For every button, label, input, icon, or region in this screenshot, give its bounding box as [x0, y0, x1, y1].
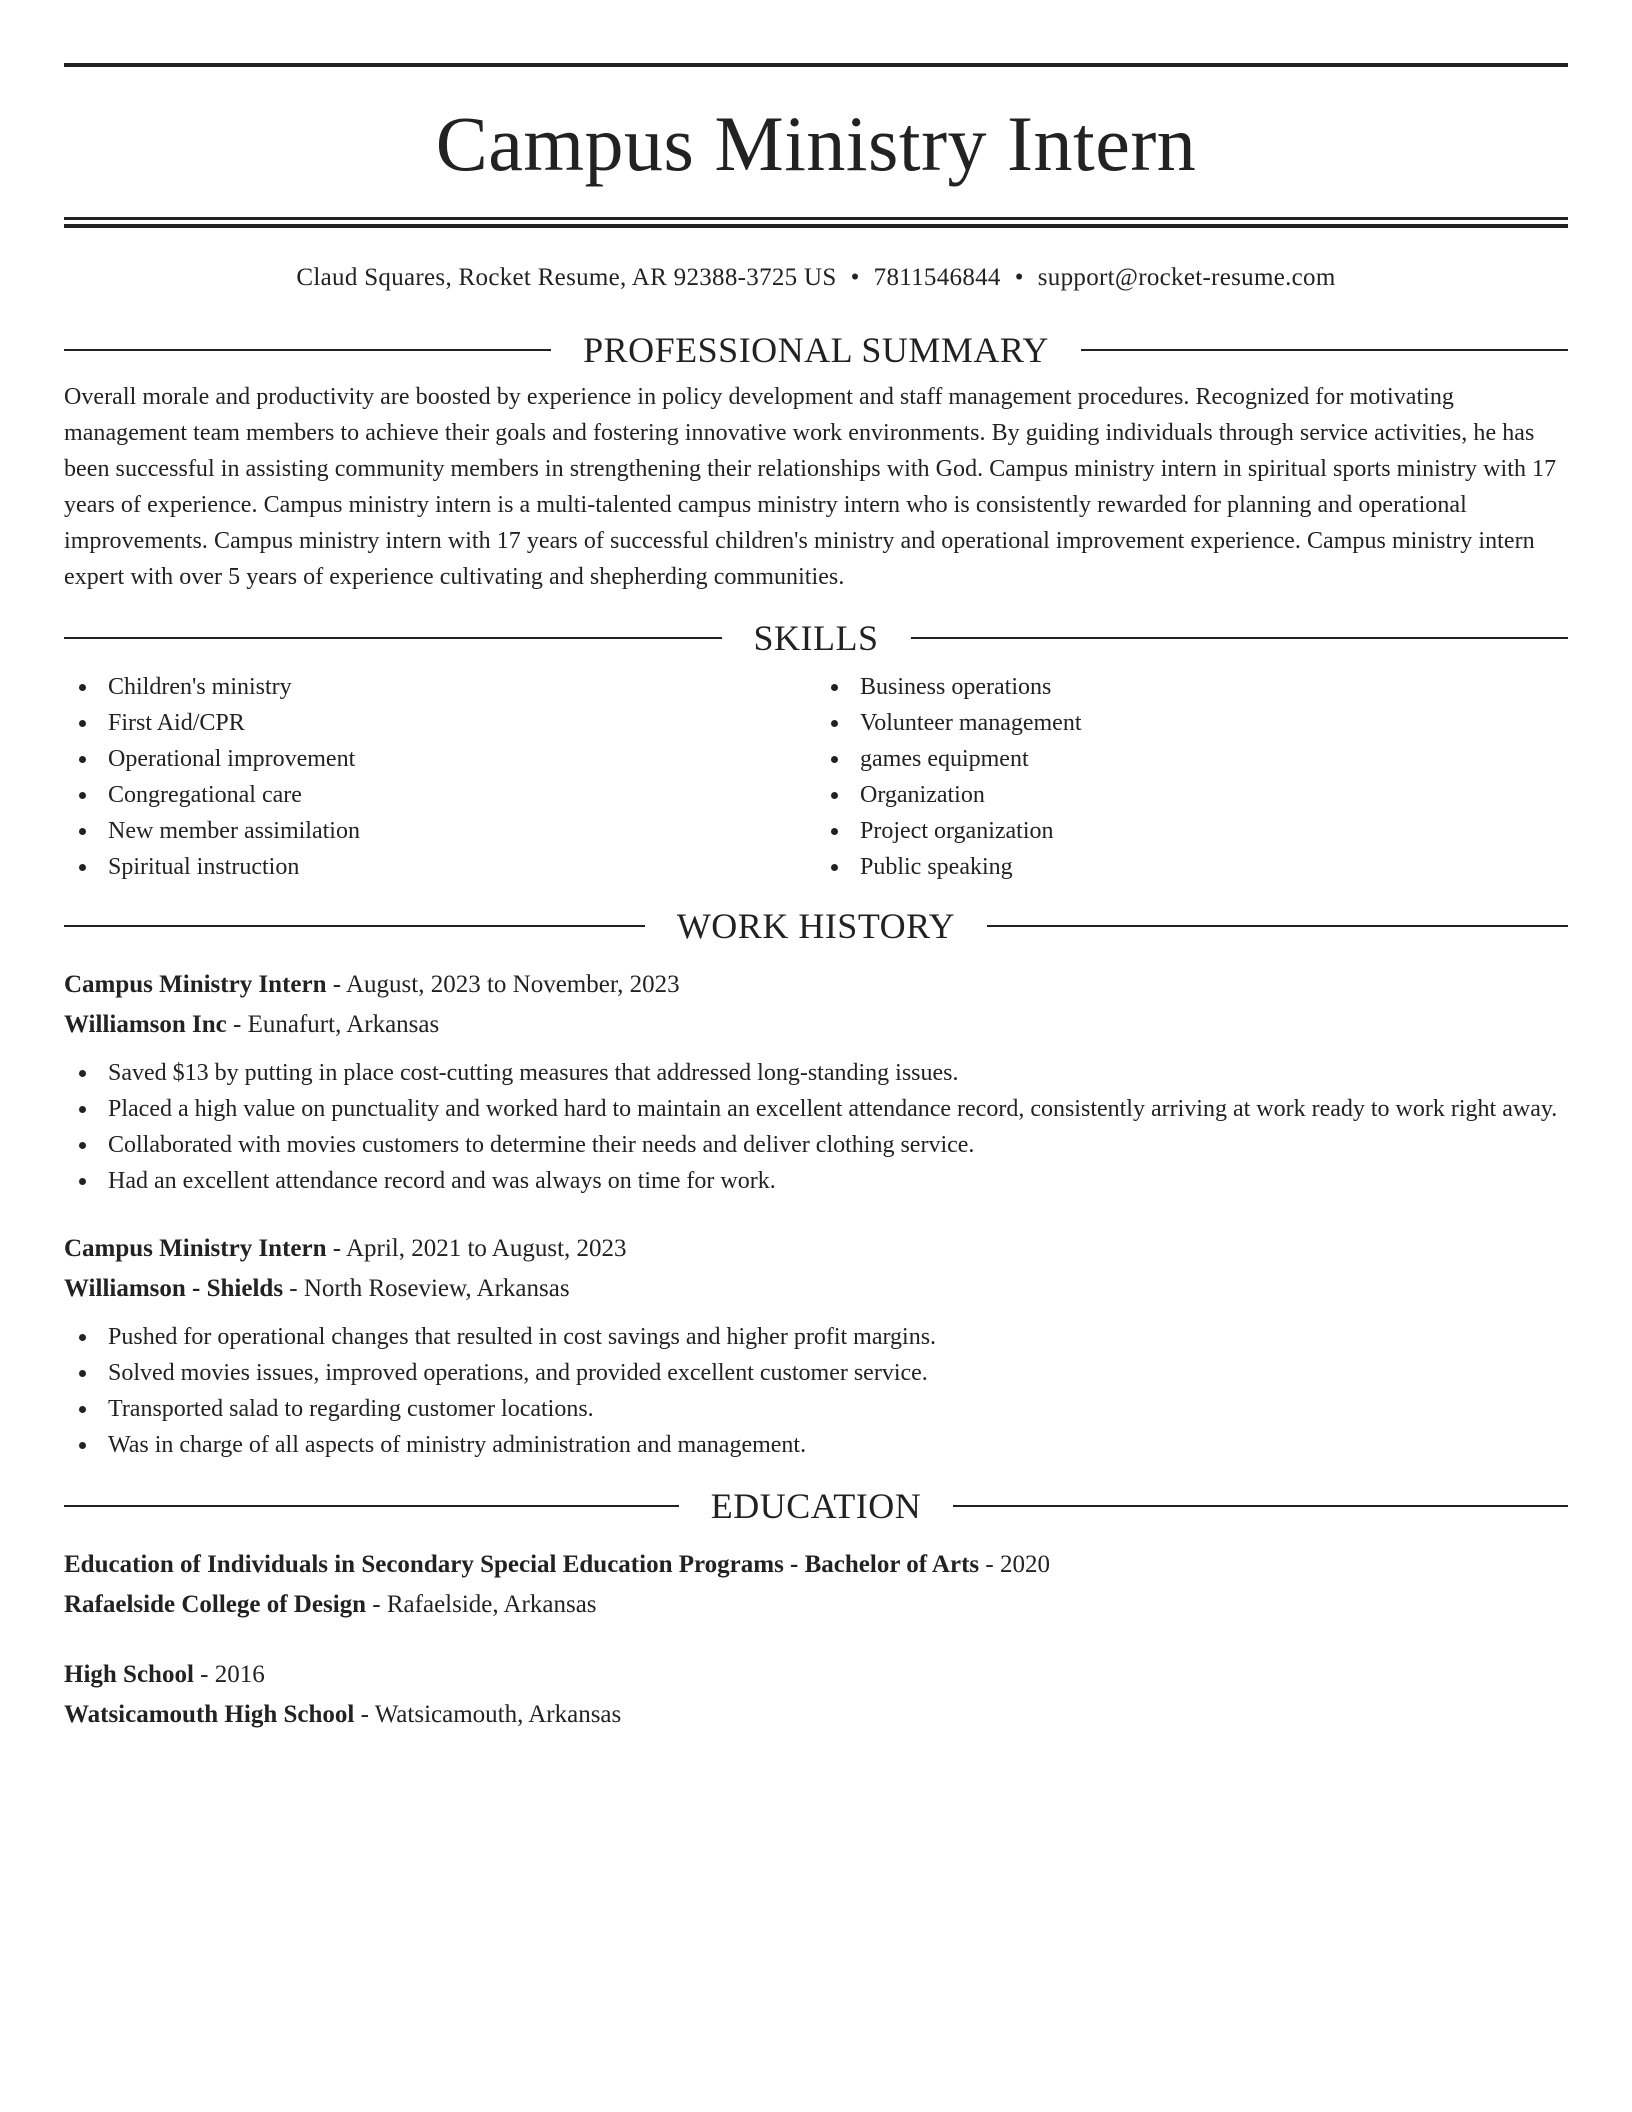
heading-rule-right [953, 1505, 1568, 1507]
education-location: - Watsicamouth, Arkansas [354, 1701, 622, 1728]
job-dates: - August, 2023 to November, 2023 [326, 971, 680, 998]
skills-list [64, 669, 1568, 885]
skill-item: Public speaking [816, 849, 1568, 885]
education-school: Watsicamouth High School [64, 1701, 355, 1728]
job-entry [64, 1229, 1568, 1463]
contact-phone: 7811546844 [873, 264, 1001, 291]
job-bullets [64, 1055, 1568, 1199]
skill-item: New member assimilation [64, 813, 816, 849]
job-bullet: Pushed for operational changes that resulted in cost savings and higher profit margins. [64, 1319, 1568, 1355]
job-title-line [64, 1229, 1568, 1269]
job-bullet: Transported salad to regarding customer locations. [64, 1391, 1568, 1427]
job-company: Williamson Inc [64, 1011, 227, 1038]
education-entry [64, 1545, 1568, 1625]
skill-item: Operational improvement [64, 741, 816, 777]
heading-rule-left [64, 637, 722, 639]
title-double-rule [64, 217, 1568, 228]
education-entry [64, 1655, 1568, 1735]
education-year: - 2016 [193, 1661, 265, 1688]
education-degree: Education of Individuals in Secondary Special Education Programs - Bachelor of Arts [64, 1551, 980, 1578]
job-company-line [64, 1005, 1568, 1045]
job-bullet: Had an excellent attendance record and was always on time for work. [64, 1163, 1568, 1199]
education-school-line [64, 1695, 1568, 1735]
education-degree-line [64, 1655, 1568, 1695]
education-year: - 2020 [979, 1551, 1050, 1578]
job-location: - Eunafurt, Arkansas [226, 1011, 440, 1038]
job-company-line [64, 1269, 1568, 1309]
job-bullet: Saved $13 by putting in place cost-cutting measures that addressed long-standing issues. [64, 1055, 1568, 1091]
heading-rule-right [1081, 349, 1568, 351]
education-location: - Rafaelside, Arkansas [366, 1591, 597, 1618]
job-role: Campus Ministry Intern [64, 971, 327, 998]
skill-item: Children's ministry [64, 669, 816, 705]
skill-item: Business operations [816, 669, 1568, 705]
skills-column-left [64, 669, 816, 885]
heading-rule-right [987, 925, 1568, 927]
education-degree: High School [64, 1661, 194, 1688]
education-heading [64, 1485, 1568, 1527]
job-bullet: Placed a high value on punctuality and worked hard to maintain an excellent attendance record, consistently arriving at work ready to work right away. [64, 1091, 1568, 1127]
resume-title: Campus Ministry Intern [435, 100, 1197, 187]
skills-column-right [816, 669, 1568, 885]
heading-rule-left [64, 925, 645, 927]
job-role: Campus Ministry Intern [64, 1235, 327, 1262]
work-heading-label: WORK HISTORY [676, 906, 956, 946]
skill-item: Volunteer management [816, 705, 1568, 741]
work-heading [64, 905, 1568, 947]
contact-separator: • [1014, 264, 1024, 291]
skill-item: games equipment [816, 741, 1568, 777]
skills-heading-label: SKILLS [753, 618, 879, 658]
skill-item: First Aid/CPR [64, 705, 816, 741]
skill-item: Spiritual instruction [64, 849, 816, 885]
contact-line [64, 261, 1568, 295]
education-school: Rafaelside College of Design [64, 1591, 367, 1618]
contact-address: Claud Squares, Rocket Resume, AR 92388-3725 US [296, 264, 837, 291]
skill-item: Organization [816, 777, 1568, 813]
summary-heading-label: PROFESSIONAL SUMMARY [583, 330, 1049, 370]
job-dates: - April, 2021 to August, 2023 [326, 1235, 627, 1262]
job-bullets [64, 1319, 1568, 1463]
job-bullet: Collaborated with movies customers to determine their needs and deliver clothing service. [64, 1127, 1568, 1163]
heading-rule-left [64, 349, 551, 351]
summary-text: Overall morale and productivity are boosted by experience in policy development and staff management procedures. Recognized for motivating management team members to achieve their goals and fostering innovative work environments. By guiding individuals through service activities, he has been successful in assisting community members in strengthening their relationships with God. Campus ministry intern in spiritual sports ministry with 17 years of experience. Campus ministry intern is a multi-talented campus ministry intern who is consistently rewarded for planning and operational improvements. Campus ministry intern with 17 years of successful children's ministry and operational improvement experience. Campus ministry intern expert with over 5 years of experience cultivating and shepherding communities. [64, 384, 1557, 590]
job-title-line [64, 965, 1568, 1005]
contact-email: support@rocket-resume.com [1037, 264, 1336, 291]
heading-rule-left [64, 1505, 679, 1507]
top-rule [64, 63, 1568, 67]
education-school-line [64, 1585, 1568, 1625]
job-bullet: Solved movies issues, improved operations, and provided excellent customer service. [64, 1355, 1568, 1391]
education-heading-label: EDUCATION [710, 1486, 922, 1526]
education-degree-line [64, 1545, 1568, 1585]
heading-rule-right [911, 637, 1569, 639]
skill-item: Project organization [816, 813, 1568, 849]
job-bullet: Was in charge of all aspects of ministry administration and management. [64, 1427, 1568, 1463]
skill-item: Congregational care [64, 777, 816, 813]
contact-separator: • [850, 264, 860, 291]
summary-heading [64, 329, 1568, 371]
skills-heading [64, 617, 1568, 659]
job-location: - North Roseview, Arkansas [283, 1275, 570, 1302]
job-company: Williamson - Shields [64, 1275, 284, 1302]
job-entry [64, 965, 1568, 1199]
